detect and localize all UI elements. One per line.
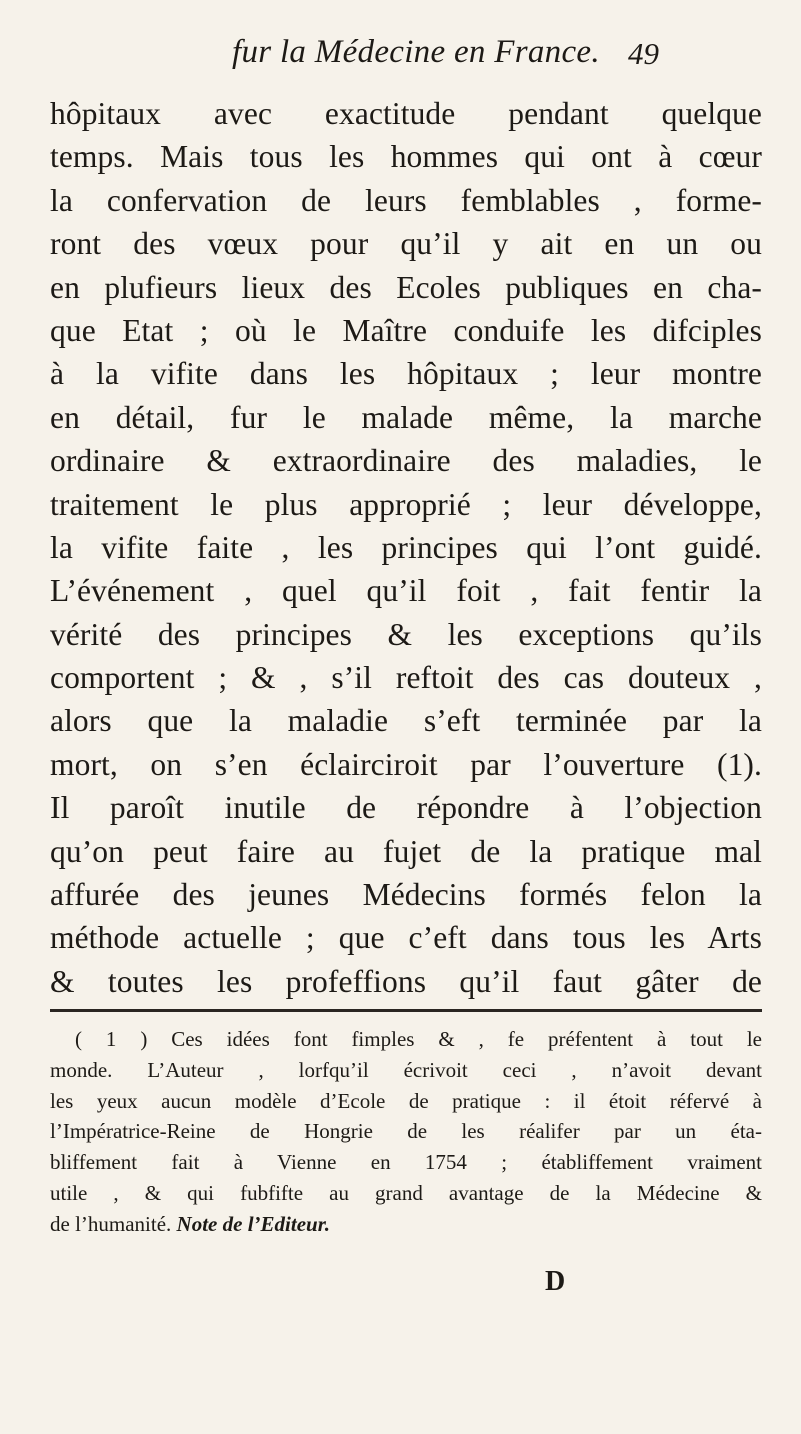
text-line: temps. Mais tous les hommes qui ont à cœur bbox=[50, 139, 762, 175]
text-line: mort, on s’en éclairciroit par l’ouverture (1). bbox=[50, 746, 762, 782]
footnote-line: monde. L’Auteur , lorfqu’il écrivoit ceci , n’avoit devant bbox=[50, 1057, 762, 1082]
text-line: vérité des principes & les exceptions qu’ils bbox=[50, 616, 762, 652]
signature-mark: D bbox=[545, 1266, 566, 1297]
footnote bbox=[50, 1024, 762, 1240]
page-header bbox=[0, 34, 801, 84]
text-line: alors que la maladie s’eft terminée par la bbox=[50, 703, 762, 739]
footnote-last-text: de l’humanité. bbox=[50, 1211, 172, 1236]
text-line: en plufieurs lieux des Ecoles publiques en cha- bbox=[50, 269, 762, 305]
text-line: ront des vœux pour qu’il y ait en un ou bbox=[50, 226, 762, 262]
footnote-line-last bbox=[50, 1209, 762, 1240]
text-line: en détail, fur le malade même, la marche bbox=[50, 399, 762, 435]
footnote-line: utile , & qui fubfifte au grand avantage de la Médecine & bbox=[50, 1180, 762, 1205]
text-line: Il paroît inutile de répondre à l’objection bbox=[50, 790, 762, 826]
text-line: ordinaire & extraordinaire des maladies, le bbox=[50, 443, 762, 479]
text-line: la confervation de leurs femblables , forme- bbox=[50, 182, 762, 218]
text-line: à la vifite dans les hôpitaux ; leur montre bbox=[50, 356, 762, 392]
footnote-line: bliffement fait à Vienne en 1754 ; établiffement vraiment bbox=[50, 1150, 762, 1175]
footnote-rule bbox=[50, 1009, 762, 1012]
text-line: L’événement , quel qu’il foit , fait fentir la bbox=[50, 573, 762, 609]
text-line: qu’on peut faire au fujet de la pratique mal bbox=[50, 833, 762, 869]
text-line: & toutes les profeffions qu’il faut gâter de bbox=[50, 963, 762, 999]
text-line: que Etat ; où le Maître conduife les difciples bbox=[50, 312, 762, 348]
footnote-line: les yeux aucun modèle d’Ecole de pratique : il étoit réfervé à bbox=[50, 1088, 762, 1113]
text-line: méthode actuelle ; que c’eft dans tous les Arts bbox=[50, 920, 762, 956]
text-line: affurée des jeunes Médecins formés felon la bbox=[50, 877, 762, 913]
text-line: traitement le plus approprié ; leur développe, bbox=[50, 486, 762, 522]
text-line: la vifite faite , les principes qui l’ont guidé. bbox=[50, 529, 762, 565]
body-text bbox=[50, 92, 762, 1003]
footnote-line: l’Impératrice-Reine de Hongrie de les réalifer par un éta- bbox=[50, 1119, 762, 1144]
editor-note-label: Note de l’Editeur. bbox=[176, 1211, 330, 1236]
text-line: hôpitaux avec exactitude pendant quelque bbox=[50, 96, 762, 131]
footnote-line: ( 1 ) Ces idées font fimples & , fe préfentent à tout le bbox=[75, 1027, 762, 1051]
text-line: comportent ; & , s’il reftoit des cas douteux , bbox=[50, 660, 762, 696]
page-number: 49 bbox=[628, 36, 659, 71]
running-head: fur la Médecine en France. bbox=[232, 34, 600, 70]
